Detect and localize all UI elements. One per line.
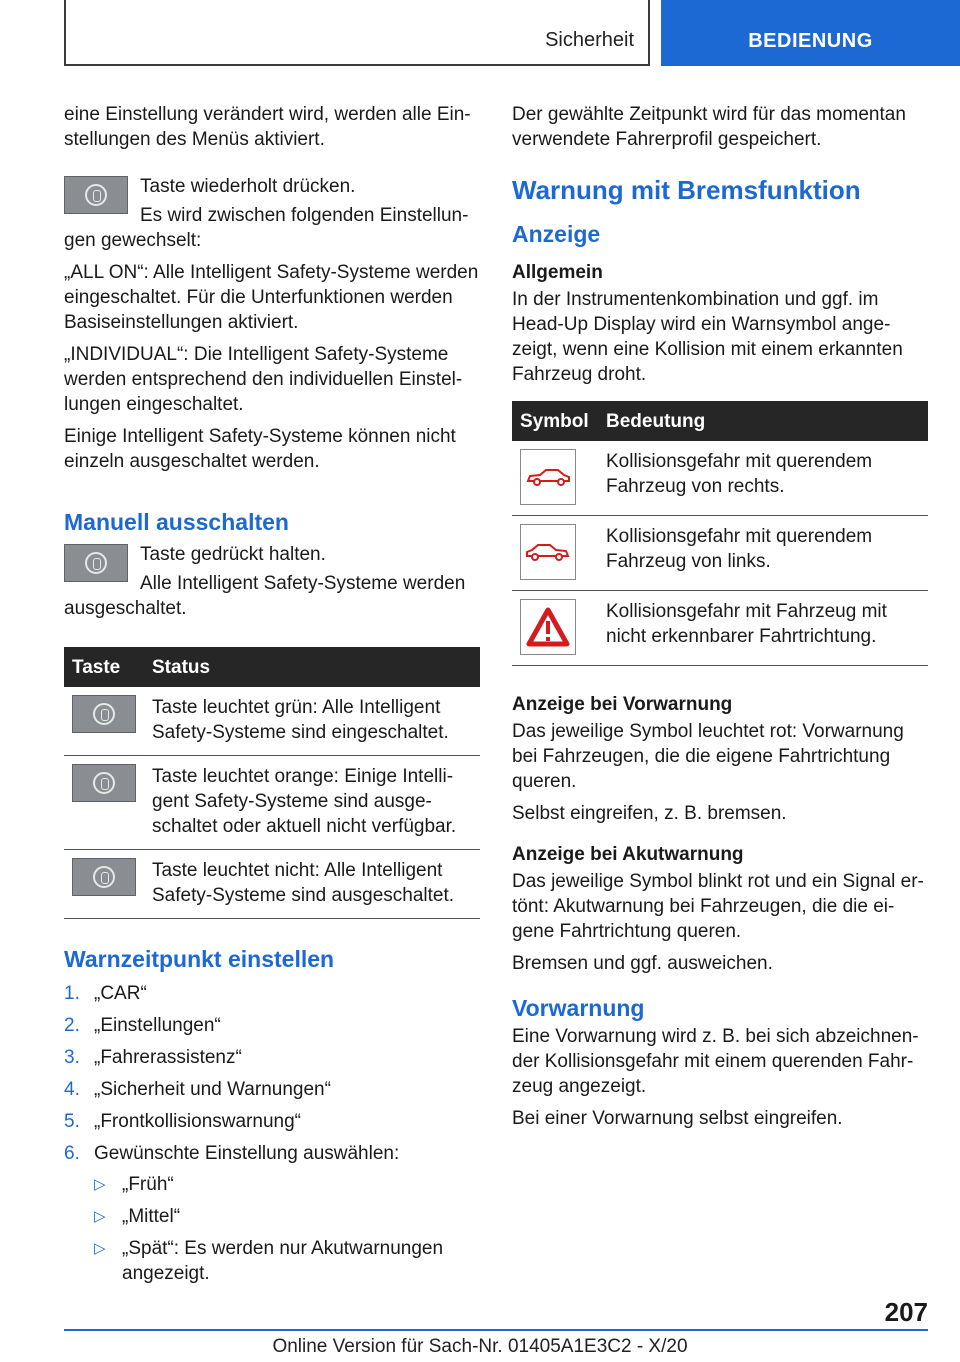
table-row	[512, 516, 928, 591]
list-item: ▷ „Spät“: Es werden nur Akutwarnungen angezeigt.	[94, 1238, 444, 1284]
safety-button-icon	[64, 176, 128, 214]
triangle-bullet-icon: ▷	[94, 1208, 106, 1225]
button-orange-icon	[72, 764, 136, 802]
table-cell: Kollisionsgefahr mit querendem Fahrzeug von links.	[598, 516, 928, 591]
warning-triangle-icon	[520, 599, 576, 655]
list-item: 1. „CAR“	[64, 983, 147, 1004]
list-item: 6. Gewünschte Einstellung auswählen: ▷ „Früh“ ▷ „Mittel“ ▷ „Spät“: Es werden nur Akutwarnungen angezeigt.	[64, 1141, 480, 1286]
paragraph: „INDIVIDUAL“: Die Intelligent Safety-Systeme werden entsprechend den individuellen Einstellungen eingeschaltet.	[64, 344, 463, 415]
chapter-title: BEDIENUNG	[748, 30, 873, 52]
table-row	[64, 756, 480, 850]
table-cell: Kollisionsgefahr mit querendem Fahrzeug von rechts.	[598, 441, 928, 516]
list-item: 4. „Sicherheit und Warnungen“	[64, 1079, 331, 1100]
list-item: ▷ „Früh“	[94, 1174, 174, 1195]
paragraph: In der Instrumentenkombination und ggf. im Head-Up Display wird ein Warnsymbol angezeigt, wenn eine Kollision mit einem erkannten Fahrzeug droht.	[512, 289, 903, 385]
list-item: ▷ „Mittel“	[94, 1206, 181, 1227]
header-section-tab	[64, 0, 650, 66]
list-item: 5. „Frontkollisionswarnung“	[64, 1111, 301, 1132]
heading-manual-off: Manuell ausschalten	[64, 509, 289, 535]
button-status-table	[64, 647, 480, 919]
paragraph: Bremsen und ggf. ausweichen.	[512, 953, 773, 974]
steps-list	[64, 981, 480, 1286]
paragraph: Eine Vorwarnung wird z. B. bei sich abzeichnender Kollisionsgefahr mit einem querenden Fahrzeug angezeigt.	[512, 1026, 919, 1097]
table-cell: Kollisionsgefahr mit Fahrzeug mit nicht erkennbarer Fahrtrichtung.	[598, 591, 928, 666]
heading-prewarning-display: Anzeige bei Vorwarnung	[512, 694, 733, 715]
section-title: Sicherheit	[545, 29, 634, 51]
table-row	[64, 687, 480, 756]
heading-brake-warning: Warnung mit Bremsfunktion	[512, 175, 861, 205]
heading-general: Allgemein	[512, 262, 603, 283]
left-column	[64, 102, 480, 1293]
paragraph: „ALL ON“: Alle Intelligent Safety-Systeme werden eingeschaltet. Für die Unterfunktionen werden Basiseinstellungen aktiviert.	[64, 262, 479, 333]
footer-divider	[64, 1329, 928, 1331]
column-header-taste: Taste	[64, 647, 144, 687]
paragraph: Selbst eingreifen, z. B. bremsen.	[512, 803, 787, 824]
paragraph: Taste gedrückt halten.	[140, 544, 326, 565]
paragraph: eine Einstellung verändert wird, werden alle Einstellungen des Menüs aktiviert.	[64, 104, 471, 150]
footer-text: Online Version für Sach-Nr. 01405A1E3C2 - X/20	[272, 1336, 688, 1357]
table-cell: Taste leuchtet grün: Alle Intelligent Safety-Systeme sind eingeschaltet.	[144, 687, 480, 756]
options-list	[92, 1172, 480, 1286]
button-off-icon	[72, 858, 136, 896]
triangle-bullet-icon: ▷	[94, 1176, 106, 1193]
column-header-symbol: Symbol	[512, 401, 598, 441]
triangle-bullet-icon: ▷	[94, 1240, 106, 1257]
table-cell: Taste leuchtet orange: Einige Intelligent Safety-Systeme sind ausgeschaltet oder aktuell nicht verfügbar.	[144, 756, 480, 850]
column-header-status: Status	[144, 647, 480, 687]
table-row	[512, 441, 928, 516]
table-header-row	[64, 647, 480, 687]
paragraph: Einige Intelligent Safety-Systeme können nicht einzeln ausgeschaltet werden.	[64, 426, 456, 472]
page-number: 207	[884, 1297, 928, 1327]
paragraph: Alle Intelligent Safety-Systeme werden ausgeschaltet.	[64, 573, 466, 619]
heading-display: Anzeige	[512, 221, 601, 247]
crossing-car-left-icon	[520, 524, 576, 580]
header-chapter-tab	[661, 0, 960, 66]
paragraph: Das jeweilige Symbol blinkt rot und ein Signal ertönt: Akutwarnung bei Fahrzeugen, die die eigene Fahrtrichtung queren.	[512, 871, 924, 942]
paragraph: Bei einer Vorwarnung selbst eingreifen.	[512, 1108, 843, 1129]
right-column	[512, 102, 928, 1138]
crossing-car-right-icon	[520, 449, 576, 505]
table-cell: Taste leuchtet nicht: Alle Intelligent Safety-Systeme sind ausgeschaltet.	[144, 850, 480, 919]
symbol-table	[512, 401, 928, 666]
table-header-row	[512, 401, 928, 441]
safety-button-icon	[64, 544, 128, 582]
heading-prewarning: Vorwarnung	[512, 995, 645, 1021]
table-row	[512, 591, 928, 666]
paragraph: Der gewählte Zeitpunkt wird für das momentan verwendete Fahrerprofil gespeichert.	[512, 104, 906, 150]
paragraph: Das jeweilige Symbol leuchtet rot: Vorwarnung bei Fahrzeugen, die die eigene Fahrtrichtung queren.	[512, 721, 904, 792]
heading-acute-warning-display: Anzeige bei Akutwarnung	[512, 844, 744, 865]
list-item: 2. „Einstellungen“	[64, 1015, 221, 1036]
heading-warning-time: Warnzeitpunkt einstellen	[64, 946, 335, 972]
button-green-icon	[72, 695, 136, 733]
table-row	[64, 850, 480, 919]
list-item: 3. „Fahrerassistenz“	[64, 1047, 242, 1068]
column-header-meaning: Bedeutung	[598, 401, 928, 441]
paragraph: Taste wiederholt drücken.	[140, 176, 356, 197]
paragraph: Es wird zwischen folgenden Einstellungen gewechselt:	[64, 205, 469, 251]
